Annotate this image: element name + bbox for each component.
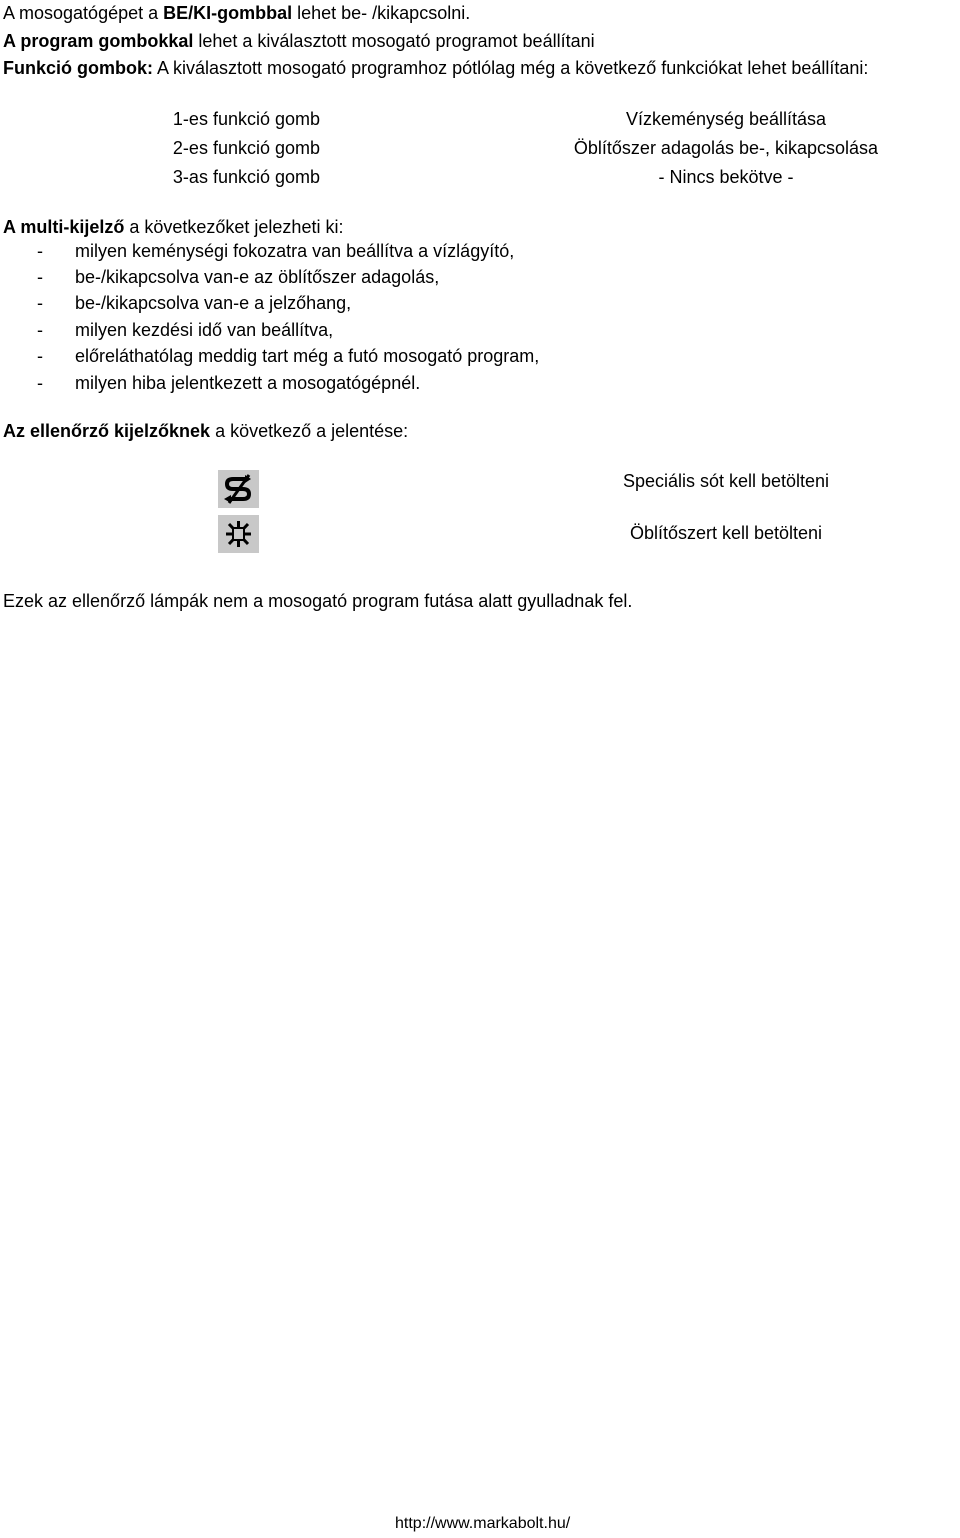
function-button-label-1: 1-es funkció gomb	[172, 109, 320, 129]
multi-display-heading-text: a következőket jelezheti ki:	[124, 217, 344, 237]
indicators-heading-text: a következő a jelentése:	[210, 421, 409, 441]
intro-line-1-text-end: lehet be- /kikapcsolni.	[292, 3, 471, 23]
multi-display-heading	[3, 216, 343, 238]
list-item-text: be-/kikapcsolva van-e az öblítőszer adagolás,	[75, 267, 440, 287]
salt-refill-icon	[218, 470, 259, 508]
intro-line-3-text: A kiválasztott mosogató programhoz pótlólag még a következő funkciókat lehet beállítani:	[153, 58, 869, 78]
list-dash: -	[37, 267, 43, 287]
list-item-text: előreláthatólag meddig tart még a futó mosogató program,	[75, 346, 540, 366]
indicator-text-salt: Speciális sót kell betölteni	[622, 471, 830, 491]
function-button-label-2: 2-es funkció gomb	[172, 138, 320, 158]
intro-line-2-bold: A program gombokkal	[3, 31, 194, 51]
intro-line-3-bold: Funkció gombok:	[3, 58, 153, 78]
list-item-text: be-/kikapcsolva van-e a jelzőhang,	[75, 293, 352, 313]
list-dash: -	[37, 241, 43, 261]
intro-line-3	[3, 57, 868, 79]
rinse-aid-icon	[218, 515, 259, 553]
function-button-label-3: 3-as funkció gomb	[172, 167, 320, 187]
list-item-text: milyen hiba jelentkezett a mosogatógépnél.	[75, 373, 421, 393]
footer-url[interactable]: http://www.markabolt.hu/	[395, 1515, 571, 1532]
indicator-text-rinse-aid: Öblítőszert kell betölteni	[629, 523, 823, 543]
list-dash: -	[37, 346, 43, 366]
intro-line-1-bold: BE/KI-gombbal	[163, 3, 293, 23]
intro-line-2-text: lehet a kiválasztott mosogató programot beállítani	[193, 31, 595, 51]
intro-line-1	[3, 2, 470, 24]
function-button-value-1: Vízkeménység beállítása	[625, 109, 827, 129]
intro-line-2	[3, 30, 595, 52]
list-dash: -	[37, 373, 43, 393]
intro-line-1-text: A mosogatógépet a	[3, 3, 164, 23]
function-button-value-2: Öblítőszer adagolás be-, kikapcsolása	[573, 138, 879, 158]
list-dash: -	[37, 293, 43, 313]
indicators-heading-bold: Az ellenőrző kijelzőknek	[3, 421, 211, 441]
indicators-note: Ezek az ellenőrző lámpák nem a mosogató program futása alatt gyulladnak fel.	[3, 591, 633, 611]
indicators-heading	[3, 420, 408, 442]
multi-display-heading-bold: A multi-kijelző	[3, 217, 125, 237]
list-item-text: milyen keménységi fokozatra van beállítva a vízlágyító,	[75, 241, 515, 261]
function-button-value-3: - Nincs bekötve -	[658, 167, 794, 187]
list-item-text: milyen kezdési idő van beállítva,	[75, 320, 334, 340]
list-dash: -	[37, 320, 43, 340]
